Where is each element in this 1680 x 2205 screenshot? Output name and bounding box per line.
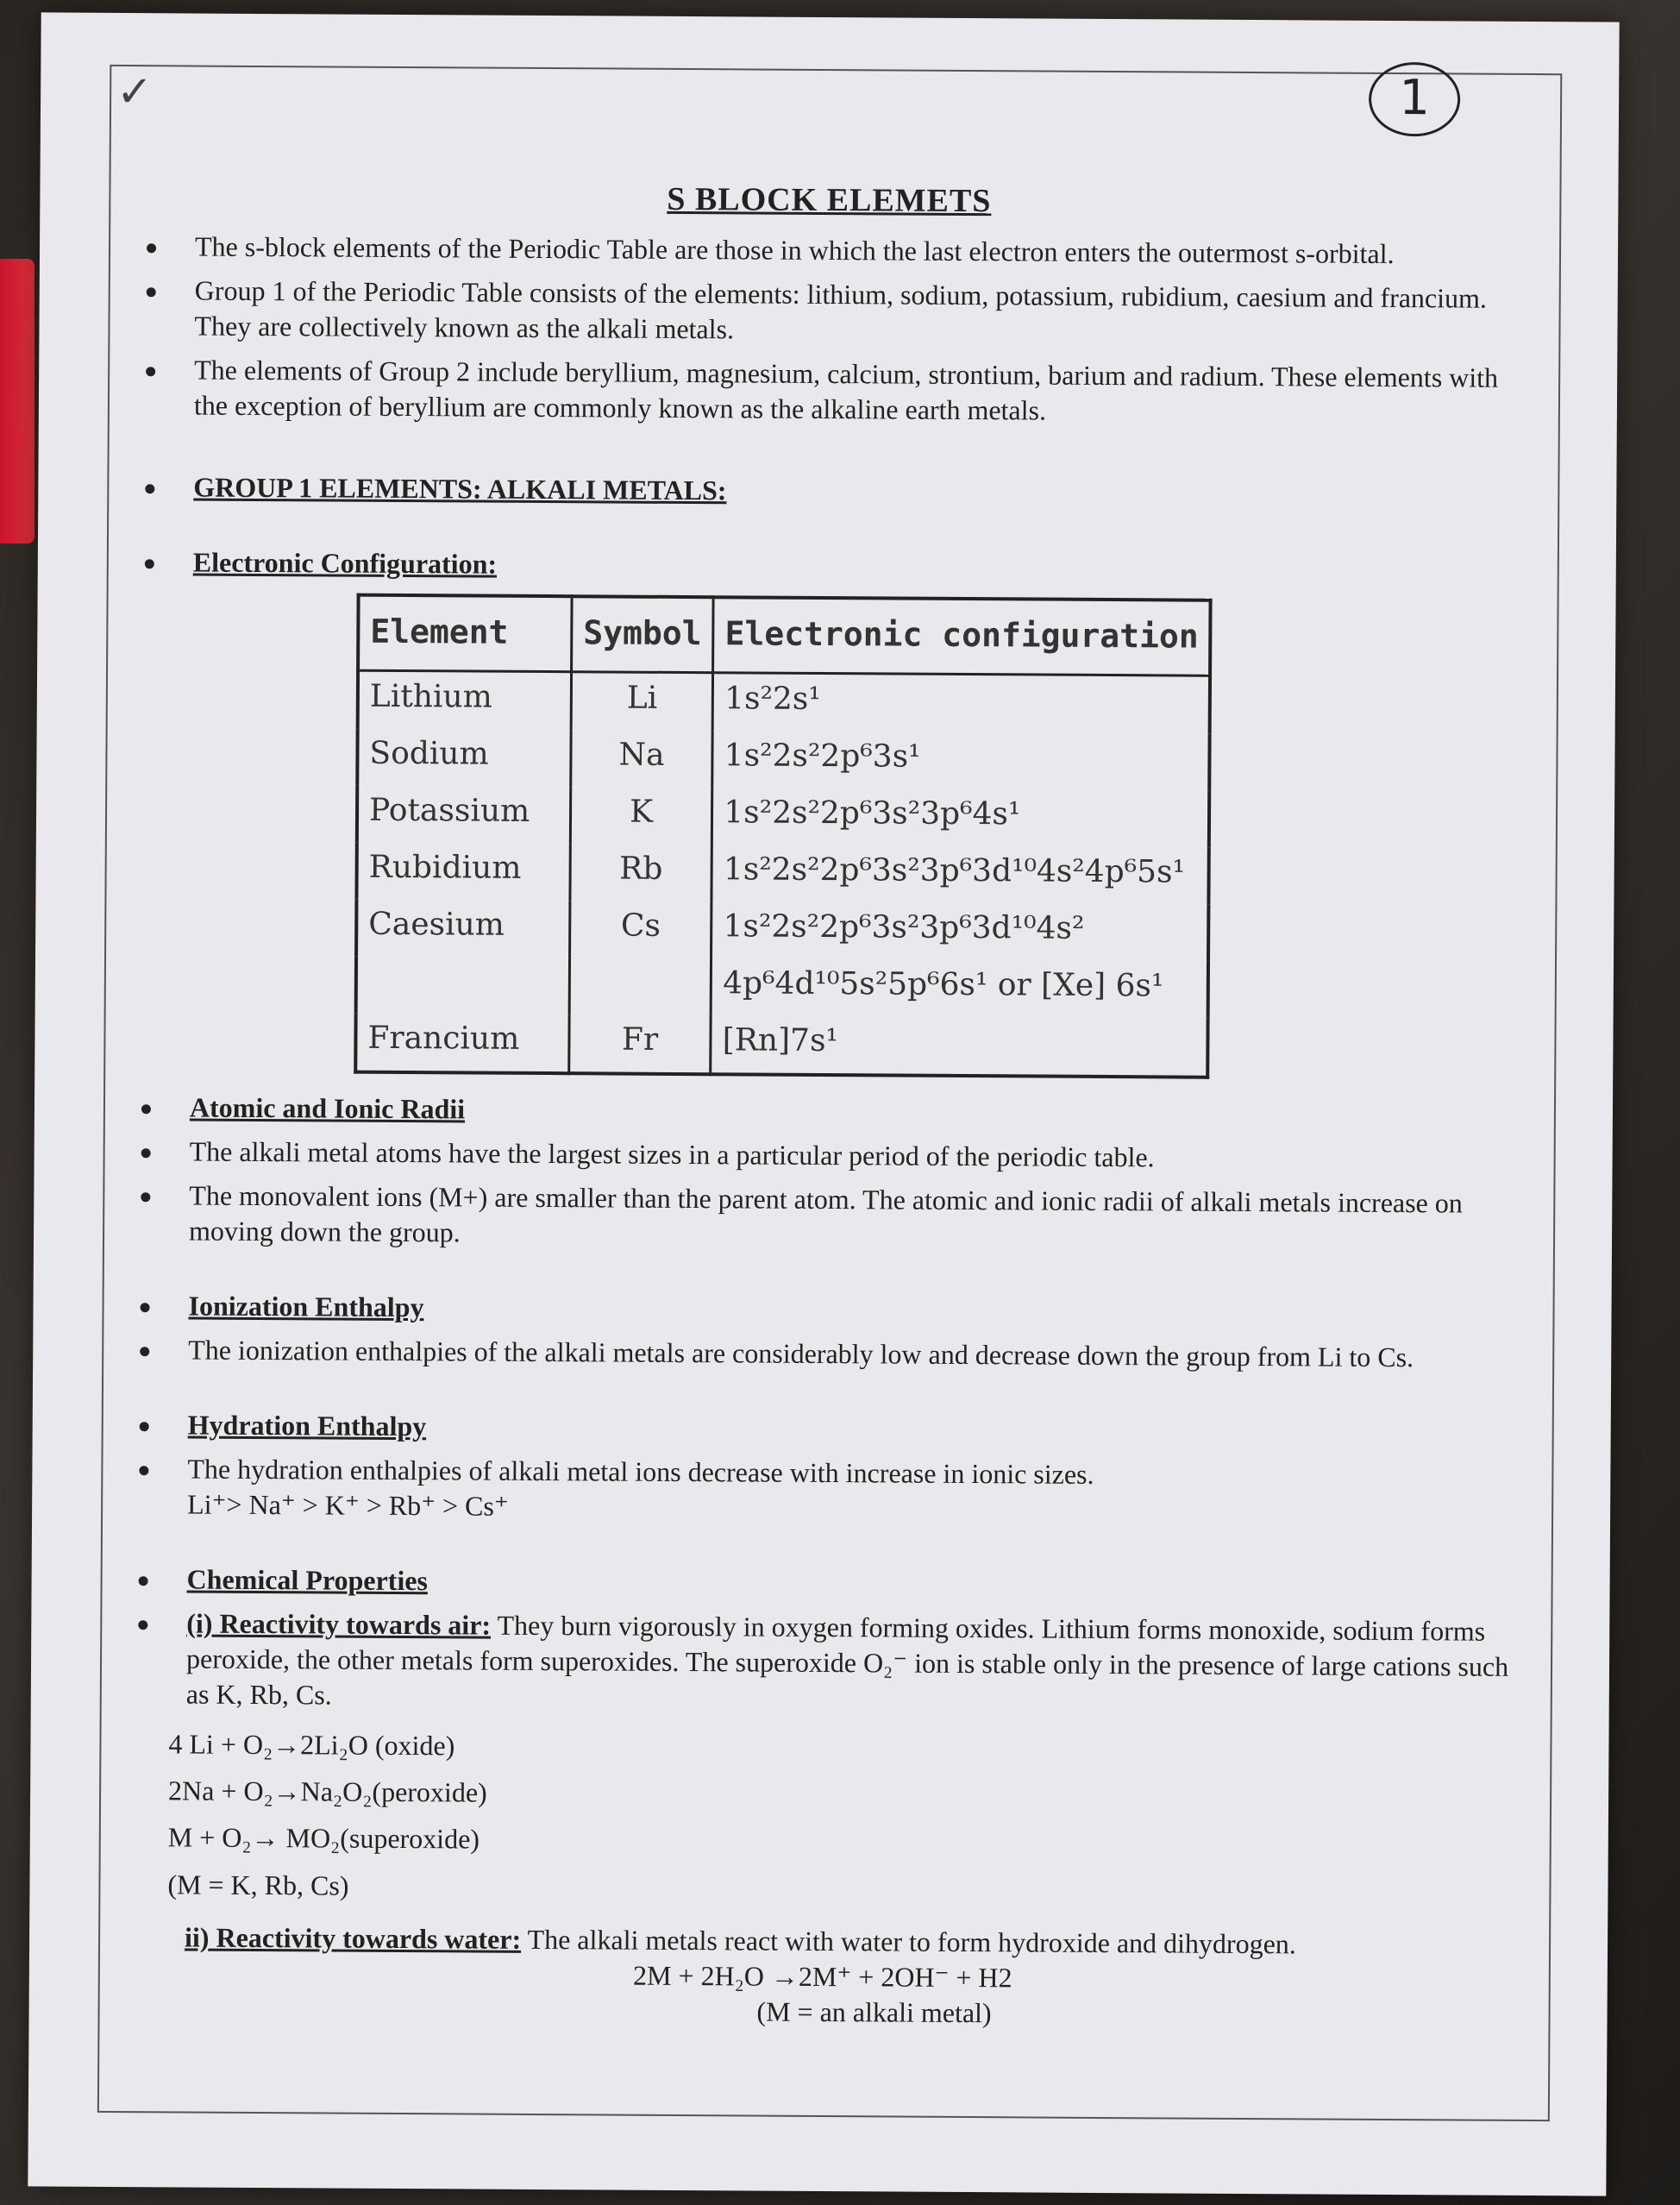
air-reactivity <box>126 1605 1524 1720</box>
element-symbol: Li <box>571 672 713 732</box>
element-config: 1s²2s²2p⁶3s¹ <box>712 732 1210 792</box>
table-row <box>356 957 1209 1019</box>
element-config: 1s²2s¹ <box>712 673 1210 734</box>
element-config: 1s²2s²2p⁶3s²3p⁶3d¹⁰4s² <box>711 901 1209 962</box>
document-body <box>123 229 1532 2034</box>
table-row <box>357 786 1210 848</box>
intro-point-1: The s-block elements of the Periodic Table are those in which the last electron enters the outermost s-orbital. <box>135 229 1532 273</box>
atomic-point-2: The monovalent ions (M+) are smaller than the parent atom. The atomic and ionic radii of alkali metals increase on moving down the group. <box>129 1178 1526 1257</box>
ionization-text: The ionization enthalpies of the alkali metals are considerably low and decrease down the group from Li to Cs. <box>128 1332 1525 1376</box>
table-row <box>358 670 1211 734</box>
table-row <box>355 1014 1208 1077</box>
group1-heading: GROUP 1 ELEMENTS: ALKALI METALS: <box>133 469 1530 513</box>
page-title: S BLOCK ELEMETS <box>667 180 992 220</box>
hydration-text-line: The hydration enthalpies of alkali metal ions decrease with increase in ionic sizes. <box>187 1453 1094 1490</box>
atomic-radii-heading: Atomic and Ionic Radii <box>129 1090 1526 1134</box>
element-name: Sodium <box>357 729 571 788</box>
element-symbol: Cs <box>570 901 712 958</box>
element-name: Potassium <box>357 786 571 845</box>
element-symbol: K <box>570 787 712 845</box>
water-equation: 2M + 2H₂O →2M⁺ + 2OH⁻ + H2 <box>632 1959 1012 1994</box>
hydration-order: Li⁺> Na⁺ > K⁺ > Rb⁺ > Cs⁺ <box>187 1488 509 1522</box>
table-row <box>357 729 1210 791</box>
header-element: Element <box>358 594 572 672</box>
element-name: Caesium <box>356 900 570 958</box>
table-row <box>356 843 1209 905</box>
red-object-edge <box>0 259 34 543</box>
hydration-text <box>127 1451 1524 1530</box>
table-header-row <box>358 594 1211 675</box>
chemical-heading: Chemical Properties <box>126 1561 1523 1605</box>
air-reactivity-text: They burn vigorously in oxygen forming oxides. Lithium forms monoxide, sodium forms peroxide, the other metals form superoxides. The superoxide O₂⁻ ion is stable only in the presence of large cations such as K, Rb, Cs. <box>185 1609 1509 1711</box>
table-row <box>356 900 1209 962</box>
intro-point-2: Group 1 of the Periodic Table consists of the elements: lithium, sodium, potassium, rubidium, caesium and francium. They are collectively known as the alkali metals. <box>134 273 1531 352</box>
element-name: Francium <box>355 1014 569 1074</box>
ionization-heading: Ionization Enthalpy <box>128 1288 1525 1332</box>
element-symbol: Rb <box>570 844 712 901</box>
air-reactivity-label: (i) Reactivity towards air: <box>186 1607 492 1641</box>
intro-point-3: The elements of Group 2 include beryllium, magnesium, calcium, strontium, barium and radium. These elements with the exception of beryllium are commonly known as the alkaline earth metals. <box>134 352 1531 431</box>
element-name: Rubidium <box>356 843 570 901</box>
atomic-point-1: The alkali metal atoms have the largest sizes in a particular period of the periodic table. <box>129 1134 1526 1178</box>
peroxide-equation: 2Na + O₂→Na₂O₂(peroxide) <box>168 1775 487 1808</box>
element-config: 4p⁶4d¹⁰5s²5p⁶6s¹ or [Xe] 6s¹ <box>711 958 1208 1019</box>
header-config: Electronic configuration <box>713 597 1211 676</box>
page-number: 1 <box>1369 62 1461 137</box>
check-mark-icon: ✓ <box>116 66 154 117</box>
electronic-config-table <box>354 593 1213 1079</box>
superoxide-equation: M + O₂→ MO₂(superoxide) <box>167 1821 480 1856</box>
element-config: 1s²2s²2p⁶3s²3p⁶3d¹⁰4s²4p⁶5s¹ <box>711 845 1209 906</box>
superoxide-note: (M = K, Rb, Cs) <box>167 1869 349 1901</box>
header-symbol: Symbol <box>572 596 714 673</box>
element-symbol <box>569 958 711 1015</box>
config-heading: Electronic Configuration: <box>133 544 1530 588</box>
paper-sheet <box>28 12 1619 2196</box>
oxide-equation: 4 Li + O₂→2Li₂O (oxide) <box>168 1728 455 1762</box>
water-reactivity-text: The alkali metals react with water to form hydroxide and dihydrogen. <box>521 1924 1296 1960</box>
element-config: [Rn]7s¹ <box>711 1015 1208 1077</box>
element-symbol: Fr <box>569 1015 711 1074</box>
element-name <box>356 957 570 1015</box>
element-name: Lithium <box>358 670 572 730</box>
hydration-heading: Hydration Enthalpy <box>128 1407 1525 1451</box>
water-reactivity-label: ii) Reactivity towards water: <box>184 1921 522 1956</box>
water-note: (M = an alkali metal) <box>756 1995 992 2029</box>
element-symbol: Na <box>571 730 713 788</box>
element-config: 1s²2s²2p⁶3s²3p⁶4s¹ <box>712 788 1210 849</box>
